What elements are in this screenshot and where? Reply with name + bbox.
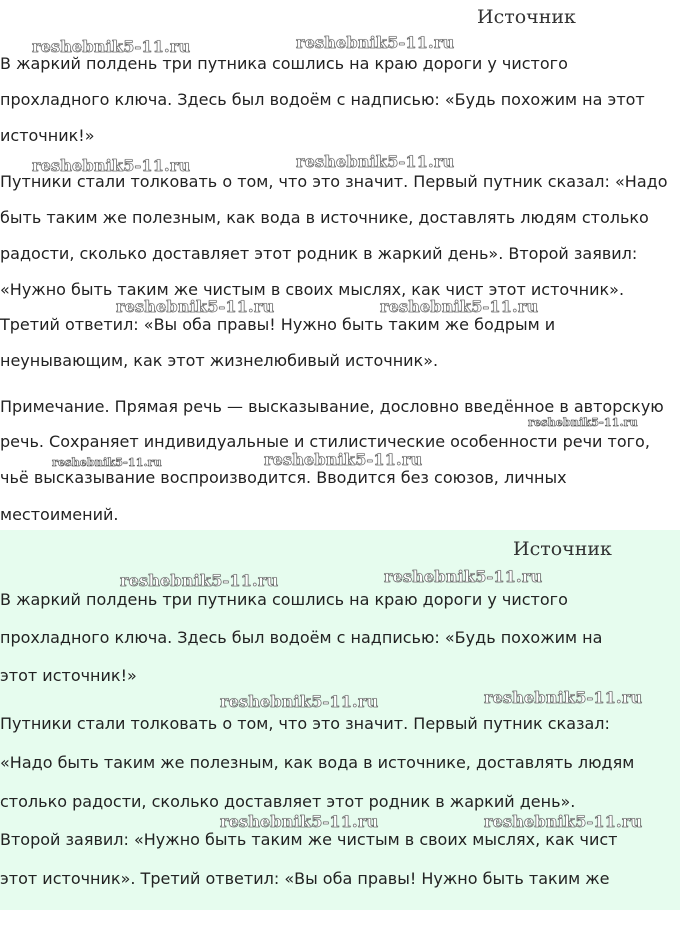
watermark: reshebnik5-11.ru: [120, 571, 279, 590]
text-line: прохладного ключа. Здесь был водоём с надписью: «Будь похожим на этот: [0, 90, 645, 109]
text-line: чьё высказывание воспроизводится. Вводится без союзов, личных: [0, 468, 567, 487]
text-block-answer: [0, 530, 680, 910]
watermark: reshebnik5-11.ru: [528, 416, 638, 429]
watermark: reshebnik5-11.ru: [32, 156, 191, 175]
text-line: «Надо быть таким же полезным, как вода в источнике, доставлять людям: [0, 753, 635, 772]
text-line: Примечание. Прямая речь — высказывание, дословно введённое в авторскую: [0, 397, 664, 416]
text-line: речь. Сохраняет индивидуальные и стилистические особенности речи того,: [0, 432, 650, 451]
text-line: этот источник». Третий ответил: «Вы оба правы! Нужно быть таким же: [0, 869, 610, 888]
text-line: В жаркий полдень три путника сошлись на краю дороги у чистого: [0, 54, 568, 73]
text-line: Путники стали толковать о том, что это значит. Первый путник сказал:: [0, 714, 610, 733]
text-line: неунывающим, как этот жизнелюбивый источник».: [0, 351, 439, 370]
text-line: радости, сколько доставляет этот родник в жаркий день». Второй заявил:: [0, 244, 638, 263]
watermark: reshebnik5-11.ru: [220, 692, 379, 711]
watermark: reshebnik5-11.ru: [264, 450, 423, 469]
watermark: reshebnik5-11.ru: [484, 688, 643, 707]
watermark: reshebnik5-11.ru: [384, 567, 543, 586]
watermark: reshebnik5-11.ru: [220, 812, 379, 831]
text-line: Второй заявил: «Нужно быть таким же чистым в своих мыслях, как чист: [0, 830, 618, 849]
text-line: Путники стали толковать о том, что это значит. Первый путник сказал: «Надо: [0, 172, 668, 191]
text-line: столько радости, сколько доставляет этот родник в жаркий день».: [0, 792, 576, 811]
watermark: reshebnik5-11.ru: [32, 37, 191, 56]
text-line: быть таким же полезным, как вода в источнике, доставлять людям столько: [0, 208, 649, 227]
watermark: reshebnik5-11.ru: [296, 152, 455, 171]
text-line: Третий ответил: «Вы оба правы! Нужно быть таким же бодрым и: [0, 315, 556, 334]
watermark: reshebnik5-11.ru: [52, 456, 162, 469]
text-line: В жаркий полдень три путника сошлись на краю дороги у чистого: [0, 590, 568, 609]
text-line: «Нужно быть таким же чистым в своих мыслях, как чист этот источник».: [0, 280, 625, 299]
text-line: прохладного ключа. Здесь был водоём с надписью: «Будь похожим на: [0, 628, 603, 647]
watermark: reshebnik5-11.ru: [380, 297, 539, 316]
section-title: Источник: [477, 6, 576, 28]
text-line: источник!»: [0, 126, 95, 145]
watermark: reshebnik5-11.ru: [484, 812, 643, 831]
watermark: reshebnik5-11.ru: [116, 297, 275, 316]
section-title: Источник: [513, 538, 612, 560]
text-line: местоимений.: [0, 505, 119, 524]
text-line: этот источник!»: [0, 666, 137, 685]
watermark: reshebnik5-11.ru: [296, 33, 455, 52]
